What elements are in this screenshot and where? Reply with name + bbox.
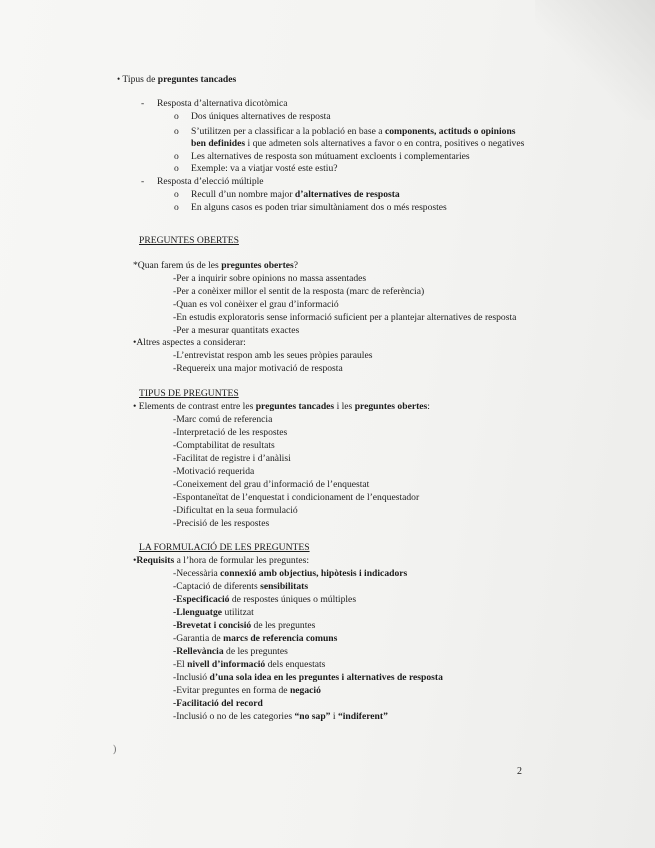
text: -Inclusió o no de les categories [173, 711, 295, 722]
bold-text: preguntes obertes [221, 260, 294, 271]
text: ? [293, 260, 299, 271]
tipus-line: -Comptabilitat de resultats [173, 440, 275, 451]
intro-text: Tipus de [122, 74, 158, 85]
text: -Necessària [173, 568, 221, 579]
formulacio-line [173, 568, 407, 580]
text: -Captació de diferents [173, 581, 261, 592]
formulacio-line [173, 633, 337, 645]
tipus-line: -Marc comú de referencia [173, 414, 273, 425]
section-heading-obertes: PREGUNTES OBERTES [139, 235, 239, 246]
bold-text: negació [289, 685, 321, 696]
obertes-altres: •Altres aspectes a considerar: [133, 337, 246, 348]
formulacio-line [173, 594, 356, 606]
tipus-line: -Precisió de les respostes [173, 518, 270, 529]
tipus-line: -Motivació requerida [173, 466, 255, 477]
bold-text: d’alternatives de resposta [294, 189, 400, 200]
bold-text: preguntes tancades [255, 401, 335, 412]
text: dels enquestats [265, 659, 326, 670]
dicotomica-title: Resposta d’alternativa dicotòmica [157, 98, 288, 109]
tipus-intro [133, 401, 430, 413]
bold-text: preguntes obertes [354, 401, 428, 412]
margin-mark: ) [113, 744, 117, 755]
obertes-line: -Per a conèixer millor el sentit de la resposta (marc de referència) [173, 286, 425, 297]
sub-bullet-icon: o [174, 111, 179, 122]
dicotomica-item: Exemple: va a viatjar vosté este estiu? [191, 163, 338, 174]
intro-bold: preguntes tancades [157, 74, 237, 85]
tipus-line: -Dificultat en la seua formulació [173, 505, 298, 516]
text: de les preguntes [223, 646, 288, 657]
formulacio-line [173, 646, 288, 658]
text: S’utilitzen per a classificar a la població en base a [191, 126, 385, 137]
obertes-altres-line: -L’entrevistat respon amb les seues pròpies paraules [173, 350, 373, 361]
text: : [427, 401, 430, 412]
bold-text: connexió amb objectius, hipòtesis i indicadors [220, 568, 408, 579]
bold-text: marcs de referencia comuns [223, 633, 338, 644]
dicotomica-item: Les alternatives de resposta son mútuament excloents i complementaries [191, 151, 470, 162]
bold-text: components, actituds o opinions [384, 126, 516, 137]
bold-text: “no sap” [294, 711, 331, 722]
bold-text: nivell d’informació [187, 659, 266, 670]
text: • Elements de contrast entre les [133, 401, 256, 412]
dicotomica-dash: - [141, 98, 145, 109]
dicotomica-item [191, 126, 516, 138]
obertes-question [133, 260, 298, 272]
formulacio-line [173, 711, 388, 723]
obertes-line: -Per a inquirir sobre opinions no massa assentades [173, 273, 367, 284]
obertes-line: -En estudis exploratoris sense informació suficient per a plantejar alternatives de resposta [173, 312, 517, 323]
bold-text: “indiferent” [337, 711, 388, 722]
multiple-title: Resposta d’elecció múltiple [157, 176, 264, 187]
sub-bullet-icon: o [174, 151, 179, 162]
bold-text: sensibilitats [260, 581, 309, 592]
multiple-dash: - [141, 176, 145, 187]
bold-text: ben definides [191, 138, 246, 149]
formulacio-line [173, 620, 315, 632]
sub-bullet-icon: o [174, 163, 179, 174]
bold-text: -Especificació [173, 594, 230, 605]
formulacio-line [173, 659, 325, 671]
multiple-item [191, 189, 400, 201]
text: -Garantia de [173, 633, 224, 644]
obertes-altres-line: -Requereix una major motivació de resposta [173, 363, 343, 374]
text: utilitzat [222, 607, 254, 618]
intro-line [117, 73, 236, 86]
tipus-line: -Espontaneïtat de l’enquestat i condicionament de l’enquestador [173, 492, 420, 503]
tipus-line: -Interpretació de les respostes [173, 427, 288, 438]
tipus-line: -Facilitat de registre i d’anàlisi [173, 453, 291, 464]
bold-text: -Llenguatge [173, 607, 223, 618]
section-heading-formulacio: LA FORMULACIÓ DE LES PREGUNTES [139, 542, 310, 553]
page-number: 2 [517, 766, 522, 777]
text: a l’hora de formular les preguntes: [174, 555, 310, 566]
sub-bullet-icon: o [174, 189, 179, 200]
formulacio-intro [133, 555, 309, 567]
tipus-line: -Coneixement del grau d’informació de l’enquestat [173, 479, 370, 490]
text: -Inclusió [173, 672, 210, 683]
bullet: • [133, 555, 137, 566]
bullet: • [117, 74, 121, 84]
obertes-line: -Per a mesurar quantitats exactes [173, 325, 300, 336]
text: i [330, 711, 338, 722]
section-heading-tipus: TIPUS DE PREGUNTES [139, 388, 239, 399]
obertes-line: -Quan es vol conèixer el grau d’informació [173, 299, 339, 310]
sub-bullet-icon: o [174, 202, 179, 213]
multiple-item: En alguns casos es poden triar simultàniament dos o més respostes [191, 202, 447, 213]
text: i les [334, 401, 355, 412]
text: i que admeten sols alternatives a favor o en contra, positives o negatives [245, 138, 525, 149]
bold-text: d’una sola idea en les preguntes i alternatives de resposta [209, 672, 443, 683]
formulacio-line [173, 672, 443, 684]
bold-text: -Rellevància [173, 646, 224, 657]
dicotomica-item: Dos úniques alternatives de resposta [191, 111, 331, 122]
dicotomica-item-cont [191, 138, 524, 150]
formulacio-line [173, 607, 254, 619]
bold-text: -Brevetat i concisió [173, 620, 252, 631]
bold-text: Requisits [136, 555, 175, 566]
page-corner-shadow [535, 0, 655, 120]
bold-text: -Facilitació del record [173, 698, 263, 709]
formulacio-line [173, 581, 308, 593]
formulacio-line [173, 698, 263, 710]
text: *Quan farem ús de les [133, 260, 222, 271]
text: -Evitar preguntes en forma de [173, 685, 290, 696]
text: -El [173, 659, 188, 670]
sub-bullet-icon: o [174, 126, 179, 137]
text: Recull d’un nombre major [191, 189, 295, 200]
text: de respostes úniques o múltiples [229, 594, 357, 605]
formulacio-line [173, 685, 321, 697]
text: de les preguntes [251, 620, 316, 631]
